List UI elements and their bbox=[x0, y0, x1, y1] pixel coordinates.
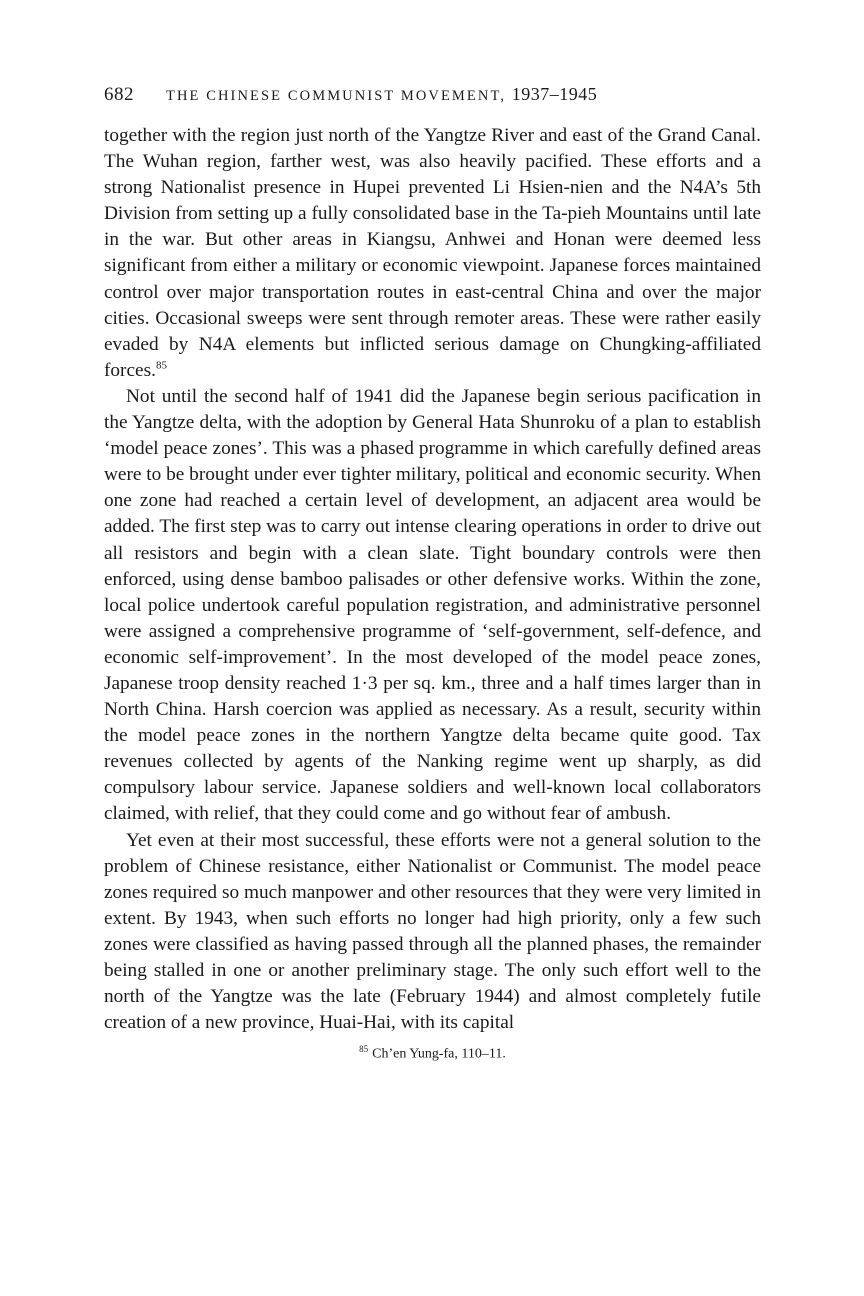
page-number: 682 bbox=[104, 84, 134, 105]
paragraph-3: Yet even at their most successful, these efforts were not a general solution to the problem of Chinese resistance, either Nationalist or Communist. The model peace zones required so much manpower and other resources that they were very limited in extent. By 1943, when such efforts no longer had high priority, only a few such zones were classified as having passed through all the planned phases, the remainder being stalled in one or another preliminary stage. The only such effort well to the north of the Yangtze was the late (February 1944) and almost completely futile creation of a new province, Huai-Hai, with its capital bbox=[104, 829, 761, 1034]
footnote-text: Ch’en Yung-fa, 110–11. bbox=[372, 1046, 506, 1062]
book-page bbox=[104, 84, 761, 1065]
paragraph-1 bbox=[104, 123, 761, 384]
paragraph-2: Not until the second half of 1941 did the Japanese begin serious pacification in the Yangtze delta, with the adoption by General Hata Shunroku of a plan to establish ‘model peace zones’. This was a phased programme in which carefully defined areas were to be brought under ever tighter military, political and economic security. When one zone had reached a certain level of development, an adjacent area would be added. The first step was to carry out intense clearing operations in order to drive out all resistors and begin with a clean slate. Tight boundary controls were then enforced, using dense bamboo palisades or other defensive works. Within the zone, local police undertook careful population registration, and administrative personnel were assigned a comprehensive programme of ‘self-government, self-defence, and economic self-improvement’. In the most developed of the model peace zones, Japanese troop density reached 1·3 per sq. km., three and a half times larger than in North China. Harsh coercion was applied as necessary. As a result, security within the model peace zones in the northern Yangtze delta became quite good. Tax revenues collected by agents of the Nanking regime went up sharply, as did compulsory labour service. Japanese soldiers and well-known local collaborators claimed, with relief, that they could come and go without fear of ambush. bbox=[104, 385, 761, 825]
running-title bbox=[166, 84, 597, 105]
running-title-years: 1937–1945 bbox=[511, 84, 598, 104]
footnote-mark: 85 bbox=[359, 1044, 369, 1055]
running-head bbox=[104, 84, 761, 114]
footnote-reference: 85 bbox=[155, 359, 167, 372]
body-text bbox=[104, 123, 761, 1036]
footnote bbox=[104, 1039, 761, 1065]
paragraph-1-text: together with the region just north of the Yangtze River and east of the Grand Canal. The Wuhan region, farther west, was also heavily pacified. These efforts and a strong Nationalist presence in Hupei prevented Li Hsien-nien and the N4A’s 5th Division from setting up a fully consolidated base in the Ta-pieh Mountains until late in the war. But other areas in Kiangsu, Anhwei and Honan were deemed less significant from either a military or economic viewpoint. Japanese forces maintained control over major transportation routes in east-central China and over the major cities. Occasional sweeps were sent through remoter areas. These were rather easily evaded by N4A elements but inflicted serious damage on Chungking-affiliated forces. bbox=[104, 125, 761, 381]
running-title-text: THE CHINESE COMMUNIST MOVEMENT, bbox=[166, 88, 507, 104]
